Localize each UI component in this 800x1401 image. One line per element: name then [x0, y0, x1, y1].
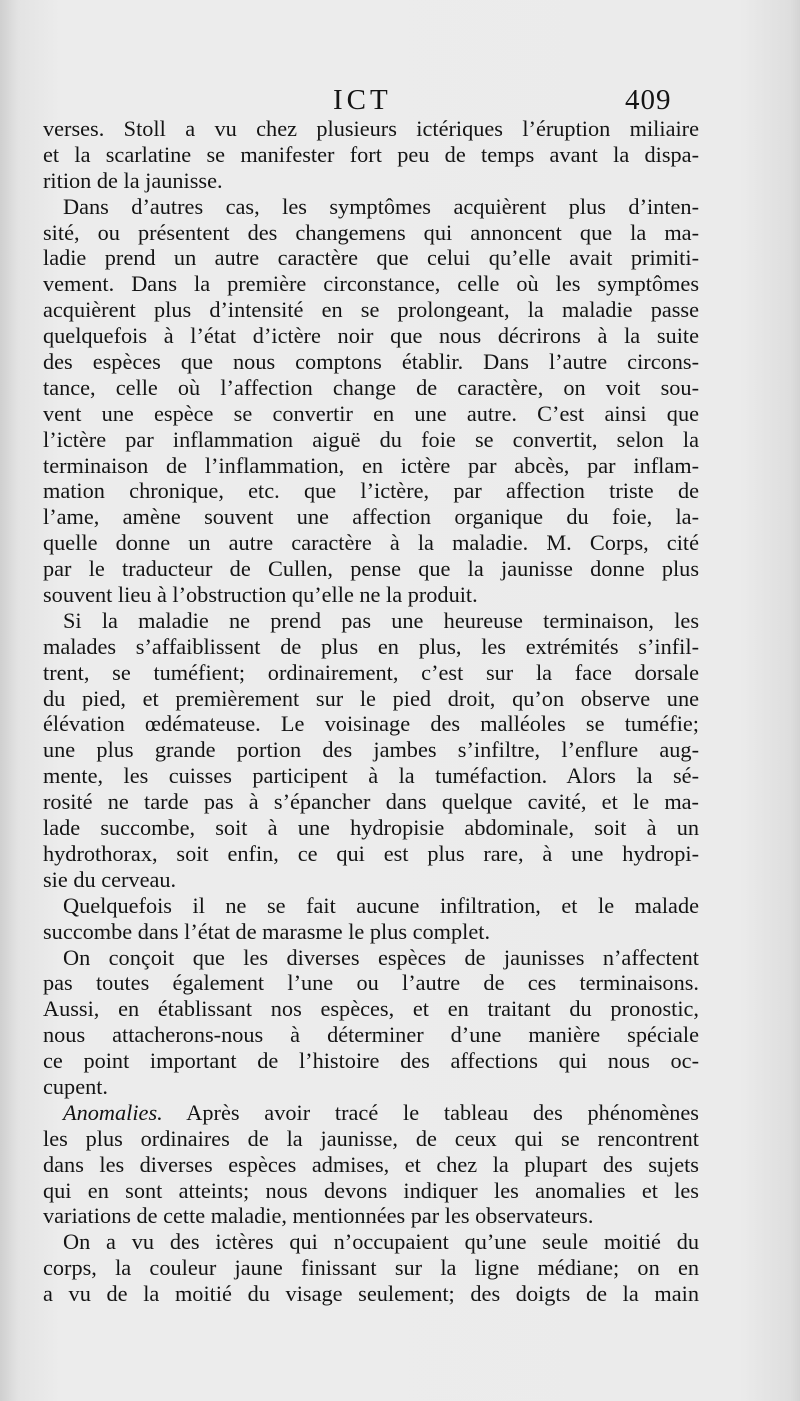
line-text: terminaison de l’inflammation, en ictère par abcès, par inflam- [43, 452, 699, 478]
line-text: des espèces que nous comptons établir. Dans l’autre circons- [43, 349, 699, 375]
body-text [43, 116, 699, 1307]
line-text: quelle donne un autre caractère à la maladie. M. Corps, cité [43, 530, 699, 556]
text-line [43, 1203, 699, 1229]
line-text: les plus ordinaires de la jaunisse, de ceux qui se rencontrent [43, 1125, 699, 1151]
line-text: trent, se tuméfient; ordinairement, c’est sur la face dorsale [43, 659, 699, 685]
line-text: ce point important de l’histoire des affections qui nous oc- [43, 1048, 699, 1074]
text-line [43, 996, 699, 1022]
text-line [43, 763, 699, 789]
text-line [43, 1074, 699, 1100]
line-text: dans les diverses espèces admises, et chez la plupart des sujets [43, 1151, 699, 1177]
text-line [43, 893, 699, 919]
line-text: nous attacherons-nous à déterminer d’une manière spéciale [43, 1022, 699, 1048]
text-line [43, 1048, 699, 1074]
text-line [43, 945, 699, 971]
line-text: corps, la couleur jaune finissant sur la ligne médiane; on en [43, 1255, 699, 1281]
text-line [43, 1152, 699, 1178]
line-text: par le traducteur de Cullen, pense que la jaunisse donne plus [43, 556, 699, 582]
line-text: Quelquefois il ne se fait aucune infiltration, et le malade [63, 892, 699, 918]
line-text: cupent. [43, 1073, 109, 1099]
page-header [0, 80, 800, 120]
line-text: vent une espèce se convertir en une autre. C’est ainsi que [43, 400, 699, 426]
section-heading: Anomalies. [63, 1099, 163, 1125]
text-line [43, 1126, 699, 1152]
text-line [43, 323, 699, 349]
line-text: rition de la jaunisse. [43, 167, 223, 193]
line-text: acquièrent plus d’intensité en se prolongeant, la maladie passe [43, 297, 699, 323]
text-line [43, 867, 699, 893]
line-text: tance, celle où l’affection change de caractère, on voit sou- [43, 374, 699, 400]
text-line [43, 737, 699, 763]
text-line [43, 815, 699, 841]
line-text: mation chronique, etc. que l’ictère, par affection triste de [43, 478, 699, 504]
text-line [43, 168, 699, 194]
running-head: ICT [333, 84, 392, 116]
text-line [43, 142, 699, 168]
text-line [43, 375, 699, 401]
line-text: variations de cette maladie, mentionnées par les observateurs. [43, 1203, 594, 1229]
text-line [43, 1229, 699, 1255]
text-line [43, 401, 699, 427]
line-text: pas toutes également l’une ou l’autre de ces terminaisons. [43, 970, 699, 996]
line-text: quelquefois à l’état d’ictère noir que nous décrirons à la suite [43, 323, 699, 349]
text-line [43, 116, 699, 142]
line-text: et la scarlatine se manifester fort peu de temps avant la dispa- [43, 141, 699, 167]
text-line [43, 530, 699, 556]
line-text: mente, les cuisses participent à la tuméfaction. Alors la sé- [43, 763, 699, 789]
text-line [43, 970, 699, 996]
line-text: a vu de la moitié du visage seulement; des doigts de la main [43, 1281, 699, 1307]
text-line [43, 220, 699, 246]
text-line [43, 556, 699, 582]
text-line [43, 271, 699, 297]
page-number: 409 [625, 84, 672, 116]
line-text: hydrothorax, soit enfin, ce qui est plus rare, à une hydropi- [43, 840, 699, 866]
text-line [43, 1100, 699, 1126]
line-text: Après avoir tracé le tableau des phénomènes [162, 1099, 699, 1125]
text-line [43, 919, 699, 945]
text-line [43, 478, 699, 504]
line-text: élévation œdémateuse. Le voisinage des malléoles se tuméfie; [43, 711, 699, 737]
text-line [43, 686, 699, 712]
line-text: une plus grande portion des jambes s’infiltre, l’enflure aug- [43, 737, 699, 763]
text-line [43, 1255, 699, 1281]
text-line [43, 608, 699, 634]
text-line [43, 453, 699, 479]
line-text: sie du cerveau. [43, 866, 177, 892]
text-line [43, 504, 699, 530]
text-line [43, 789, 699, 815]
line-text: souvent lieu à l’obstruction qu’elle ne la produit. [43, 582, 478, 608]
line-text: Aussi, en établissant nos espèces, et en traitant du pronostic, [43, 996, 699, 1022]
text-line [43, 297, 699, 323]
line-text: Si la maladie ne prend pas une heureuse terminaison, les [63, 607, 699, 633]
text-line [43, 1281, 699, 1307]
text-line [43, 349, 699, 375]
line-text: l’ame, amène souvent une affection organique du foie, la- [43, 504, 699, 530]
line-text: vement. Dans la première circonstance, celle où les symptômes [43, 271, 699, 297]
text-line [43, 1178, 699, 1204]
line-text: lade succombe, soit à une hydropisie abdominale, soit à un [43, 815, 699, 841]
line-text: On a vu des ictères qui n’occupaient qu’une seule moitié du [63, 1229, 699, 1255]
line-text: rosité ne tarde pas à s’épancher dans quelque cavité, et le ma- [43, 789, 699, 815]
line-text: malades s’affaiblissent de plus en plus, les extrémités s’infil- [43, 633, 699, 659]
line-text: succombe dans l’état de marasme le plus complet. [43, 918, 491, 944]
text-line [43, 582, 699, 608]
line-text: Dans d’autres cas, les symptômes acquièrent plus d’inten- [63, 193, 699, 219]
text-line [43, 1022, 699, 1048]
line-text: sité, ou présentent des changemens qui annoncent que la ma- [43, 219, 699, 245]
text-line [43, 634, 699, 660]
text-line [43, 194, 699, 220]
line-text: ladie prend un autre caractère que celui qu’elle avait primiti- [43, 245, 699, 271]
line-text: verses. Stoll a vu chez plusieurs ictériques l’éruption miliaire [43, 116, 699, 141]
text-line [43, 660, 699, 686]
line-text: du pied, et premièrement sur le pied droit, qu’on observe une [43, 685, 699, 711]
text-line [43, 427, 699, 453]
line-text: qui en sont atteints; nous devons indiquer les anomalies et les [43, 1177, 699, 1203]
text-line [43, 245, 699, 271]
text-line [43, 711, 699, 737]
line-text: l’ictère par inflammation aiguë du foie se convertit, selon la [43, 426, 699, 452]
line-text: On conçoit que les diverses espèces de jaunisses n’affectent [63, 944, 699, 970]
text-line [43, 841, 699, 867]
